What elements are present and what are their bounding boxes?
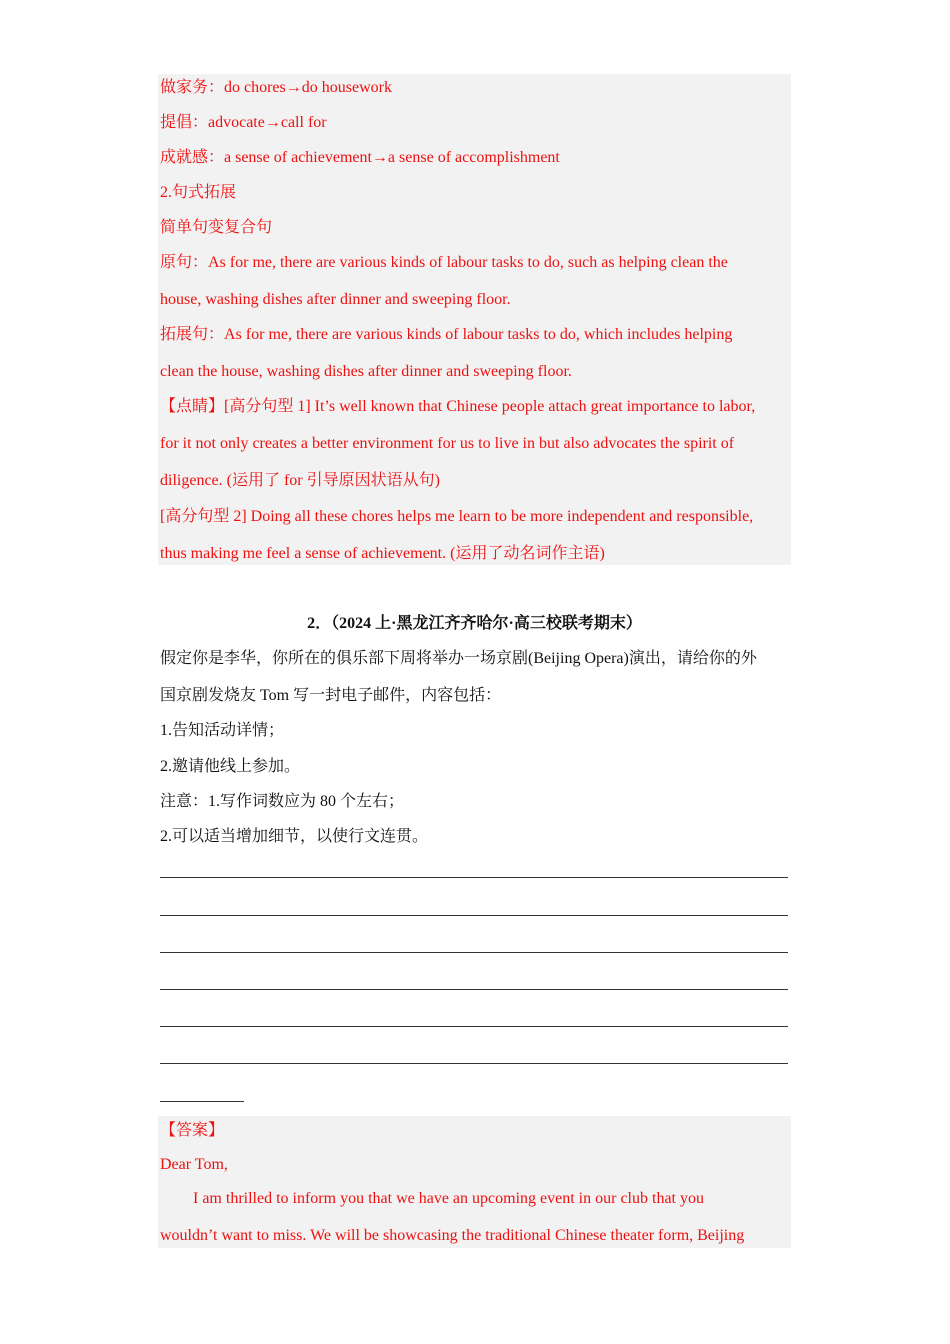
answer-blank-line[interactable] [160,989,788,990]
vocab-line-achievement: 成就感：a sense of achievement→a sense of accomplishment [160,149,560,166]
question-prompt-line-2: 国京剧发烧友 Tom 写一封电子邮件，内容包括： [160,687,502,704]
question-note-1: 注意：1.写作词数应为 80 个左右； [160,793,405,810]
question-title: 2．（2024 上·黑龙江齐齐哈尔·高三校联考期末） [307,615,642,632]
answer-blank-line[interactable] [160,1026,788,1027]
expanded-sentence-line-1: 拓展句：As for me, there are various kinds of labour tasks to do, which includes helping [160,326,733,343]
original-sentence-line-2: house, washing dishes after dinner and sweeping floor. [160,291,511,308]
answer-greeting: Dear Tom, [160,1156,228,1173]
vocab-line-advocate: 提倡：advocate→call for [160,114,327,131]
highlight-sentence-1-line-2: for it not only creates a better environment for us to live in but also advocates the spirit of [160,435,735,452]
highlight-sentence-2-line-2: thus making me feel a sense of achievement. (运用了动名词作主语) [160,545,605,562]
expanded-sentence-line-2: clean the house, washing dishes after dinner and sweeping floor. [160,363,572,380]
question-requirement-1: 1.告知活动详情； [160,722,285,739]
answer-blank-line[interactable] [160,1063,788,1064]
original-sentence-line-1: 原句：As for me, there are various kinds of labour tasks to do, such as helping clean the [160,254,728,271]
answer-blank-line[interactable] [160,915,788,916]
highlight-sentence-2-line-1: [高分句型 2] Doing all these chores helps me learn to be more independent and responsible, [160,508,754,525]
answer-blank-line[interactable] [160,952,788,953]
vocab-line-chores: 做家务：do chores→do housework [160,79,392,96]
question-note-2: 2.可以适当增加细节，以使行文连贯。 [160,828,429,845]
answer-label: 【答案】 [160,1122,225,1139]
answer-blank-line[interactable] [160,1101,244,1102]
answer-body-line-2: wouldn’t want to miss. We will be showcasing the traditional Chinese theater form, Beijing [160,1227,745,1244]
answer-blank-line[interactable] [160,877,788,878]
question-prompt-line-1: 假定你是李华，你所在的俱乐部下周将举办一场京剧(Beijing Opera)演出，请给你的外 [160,650,757,667]
subheading-simple-to-complex: 简单句变复合句 [160,219,273,236]
highlight-sentence-1-line-1: 【点睛】[高分句型 1] It’s well known that Chinese people attach great importance to labor, [160,398,756,415]
question-requirement-2: 2.邀请他线上参加。 [160,758,301,775]
section-heading-sentence-expansion: 2.句式拓展 [160,184,237,201]
highlight-sentence-1-line-3: diligence. (运用了 for 引导原因状语从句) [160,472,440,489]
answer-body-line-1: I am thrilled to inform you that we have an upcoming event in our club that you [193,1190,704,1207]
